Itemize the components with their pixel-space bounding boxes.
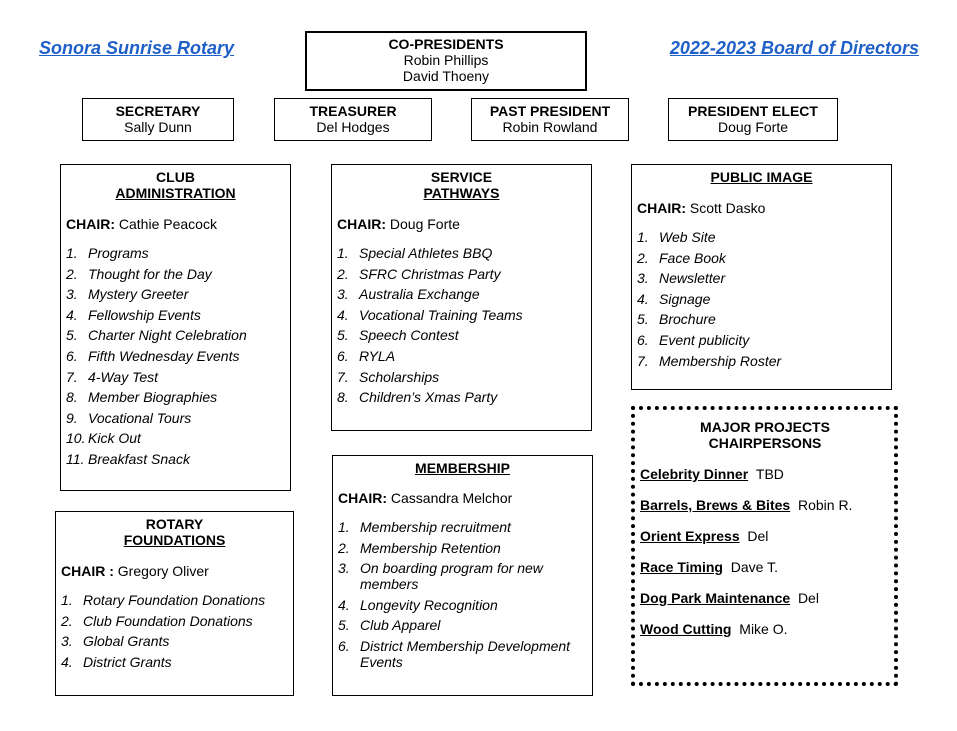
project-chair: Dave T. <box>730 559 778 575</box>
item-text: Membership recruitment <box>360 519 511 535</box>
list-item <box>337 245 586 261</box>
item-number: 2. <box>61 612 73 629</box>
co-presidents-box <box>305 31 587 91</box>
item-text: Vocational Training Teams <box>359 306 523 323</box>
list-item <box>637 291 886 307</box>
item-text: 4-Way Test <box>88 368 159 385</box>
item-number: 4. <box>637 290 649 307</box>
item-number: 3. <box>338 560 350 577</box>
list-item <box>337 307 586 323</box>
list-item <box>66 451 285 467</box>
project-list <box>640 466 890 637</box>
project-name: Orient Express <box>640 528 740 544</box>
item-text: Face Book <box>659 249 726 266</box>
item-number: 1. <box>61 592 73 608</box>
project-name: Barrels, Brews & Bites <box>640 497 791 513</box>
co-president-name: David Thoeny <box>402 68 490 84</box>
responsibility-list <box>637 229 886 369</box>
project-row <box>640 528 890 544</box>
list-item <box>338 617 587 633</box>
item-text: Breakfast Snack <box>88 450 190 467</box>
item-number: 3. <box>637 270 649 287</box>
treasurer-box <box>274 98 432 141</box>
chair-line: CHAIR: Scott Dasko <box>637 200 766 216</box>
major-projects-box <box>631 406 898 686</box>
list-item <box>337 327 586 343</box>
chair-line: CHAIR: Cathie Peacock <box>66 216 217 232</box>
list-item <box>337 266 586 282</box>
section-title: CLUB ADMINISTRATION <box>115 169 236 201</box>
officer-title: PRESIDENT ELECT <box>688 103 818 119</box>
project-row <box>640 497 890 513</box>
item-number: 11. <box>66 450 85 467</box>
list-item <box>66 307 285 323</box>
item-number: 1. <box>337 245 349 261</box>
responsibility-list <box>338 519 587 670</box>
item-number: 5. <box>66 327 78 344</box>
item-text: Thought for the Day <box>88 265 212 282</box>
list-item <box>66 327 285 343</box>
list-item <box>637 311 886 327</box>
item-number: 4. <box>338 596 350 613</box>
list-item <box>66 245 285 261</box>
list-item <box>338 540 587 556</box>
responsibility-list <box>61 592 288 670</box>
project-chair: Mike O. <box>739 621 788 637</box>
item-number: 2. <box>637 249 649 266</box>
item-number: 2. <box>66 265 78 282</box>
project-name: Dog Park Maintenance <box>640 590 791 606</box>
list-item <box>66 369 285 385</box>
item-text: RYLA <box>359 347 396 364</box>
project-row <box>640 621 890 637</box>
list-item <box>61 654 288 670</box>
responsibility-list <box>337 245 586 405</box>
item-text: Vocational Tours <box>88 409 192 426</box>
item-number: 10. <box>66 430 86 447</box>
item-number: 5. <box>637 311 649 328</box>
chair-line: CHAIR: Cassandra Melchor <box>338 490 513 506</box>
item-number: 1. <box>637 229 649 245</box>
officer-name: Robin Rowland <box>502 119 598 135</box>
rotary-foundations-box <box>55 511 294 696</box>
club-administration-box <box>60 164 291 491</box>
item-number: 3. <box>66 286 78 303</box>
item-text: Fifth Wednesday Events <box>88 347 240 364</box>
item-text: Speech Contest <box>359 327 459 344</box>
project-chair: TBD <box>755 466 784 482</box>
list-item <box>66 286 285 302</box>
item-text: Event publicity <box>659 331 750 348</box>
item-text: Signage <box>659 290 711 307</box>
officer-title: SECRETARY <box>115 103 201 119</box>
item-text: SFRC Christmas Party <box>359 265 501 282</box>
list-item <box>637 353 886 369</box>
list-item <box>637 229 886 245</box>
item-text: Fellowship Events <box>88 306 201 323</box>
public-image-box <box>631 164 892 390</box>
project-name: Celebrity Dinner <box>640 466 749 482</box>
list-item <box>66 348 285 364</box>
past-president-box <box>471 98 629 141</box>
item-text: Scholarships <box>359 368 440 385</box>
president-elect-box <box>668 98 838 141</box>
item-text: Australia Exchange <box>359 286 480 303</box>
section-title: MEMBERSHIP <box>415 460 510 476</box>
list-item <box>338 519 587 535</box>
list-item <box>338 638 587 670</box>
item-text: Kick Out <box>88 430 141 447</box>
chair-line: CHAIR : Gregory Oliver <box>61 563 209 579</box>
item-number: 3. <box>61 633 73 650</box>
item-number: 4. <box>61 653 73 670</box>
list-item <box>637 250 886 266</box>
board-year-link[interactable]: 2022-2023 Board of Directors <box>669 38 919 58</box>
item-number: 6. <box>337 347 349 364</box>
club-name-link[interactable]: Sonora Sunrise Rotary <box>39 38 235 58</box>
list-item <box>61 633 288 649</box>
project-row <box>640 559 890 575</box>
item-number: 5. <box>337 327 349 344</box>
item-number: 2. <box>338 539 350 556</box>
membership-box <box>332 455 593 696</box>
item-text: District Grants <box>83 653 172 670</box>
item-text: Member Biographies <box>88 389 218 406</box>
list-item <box>66 389 285 405</box>
list-item <box>337 348 586 364</box>
item-text: Club Apparel <box>360 617 441 634</box>
officer-name: Sally Dunn <box>124 119 192 135</box>
list-item <box>61 613 288 629</box>
item-text: On boarding program for new members <box>360 560 543 593</box>
item-number: 5. <box>338 617 350 634</box>
list-item <box>66 430 285 446</box>
list-item <box>66 266 285 282</box>
project-name: Race Timing <box>640 559 723 575</box>
item-number: 7. <box>637 352 649 369</box>
item-text: Newsletter <box>659 270 726 287</box>
item-number: 6. <box>66 347 78 364</box>
item-number: 1. <box>66 245 78 261</box>
project-row <box>640 590 890 606</box>
item-number: 8. <box>337 389 349 406</box>
list-item <box>637 270 886 286</box>
project-chair: Del <box>797 590 819 606</box>
list-item <box>337 389 586 405</box>
item-text: Children’s Xmas Party <box>359 389 498 406</box>
item-text: Programs <box>88 245 149 261</box>
item-text: Mystery Greeter <box>88 286 189 303</box>
project-name: Wood Cutting <box>640 621 732 637</box>
section-title: ROTARY FOUNDATIONS <box>123 516 226 548</box>
item-text: Membership Retention <box>360 539 501 556</box>
item-number: 4. <box>337 306 349 323</box>
co-presidents-title: CO-PRESIDENTS <box>388 36 504 52</box>
item-text: District Membership Development Events <box>360 637 571 670</box>
item-number: 9. <box>66 409 78 426</box>
item-text: Brochure <box>659 311 716 328</box>
list-item <box>337 286 586 302</box>
co-president-name: Robin Phillips <box>403 52 489 68</box>
item-text: Club Foundation Donations <box>83 612 253 629</box>
section-title: SERVICE PATHWAYS <box>423 169 500 201</box>
item-text: Global Grants <box>83 633 170 650</box>
item-number: 6. <box>338 637 350 654</box>
section-title: MAJOR PROJECTS CHAIRPERSONS <box>700 419 830 451</box>
list-item <box>61 592 288 608</box>
chair-line: CHAIR: Doug Forte <box>337 216 460 232</box>
list-item <box>338 560 587 592</box>
list-item <box>338 597 587 613</box>
item-text: Charter Night Celebration <box>88 327 247 344</box>
item-number: 3. <box>337 286 349 303</box>
list-item <box>637 332 886 348</box>
item-number: 7. <box>337 368 349 385</box>
item-number: 2. <box>337 265 349 282</box>
officer-title: PAST PRESIDENT <box>489 103 611 119</box>
responsibility-list <box>66 245 285 467</box>
item-text: Longevity Recognition <box>360 596 498 613</box>
item-text: Membership Roster <box>659 352 782 369</box>
project-row <box>640 466 890 482</box>
item-text: Web Site <box>659 229 716 245</box>
secretary-box <box>82 98 234 141</box>
list-item <box>66 410 285 426</box>
item-number: 4. <box>66 306 78 323</box>
section-title: PUBLIC IMAGE <box>710 169 813 185</box>
item-number: 8. <box>66 389 78 406</box>
project-chair: Robin R. <box>797 497 853 513</box>
officer-name: Del Hodges <box>316 119 390 135</box>
item-text: Special Athletes BBQ <box>359 245 493 261</box>
project-chair: Del <box>747 528 769 544</box>
item-number: 1. <box>338 519 350 535</box>
service-pathways-box <box>331 164 592 431</box>
officer-title: TREASURER <box>309 103 397 119</box>
list-item <box>337 369 586 385</box>
item-text: Rotary Foundation Donations <box>83 592 266 608</box>
item-number: 7. <box>66 368 78 385</box>
item-number: 6. <box>637 331 649 348</box>
officer-name: Doug Forte <box>717 119 789 135</box>
